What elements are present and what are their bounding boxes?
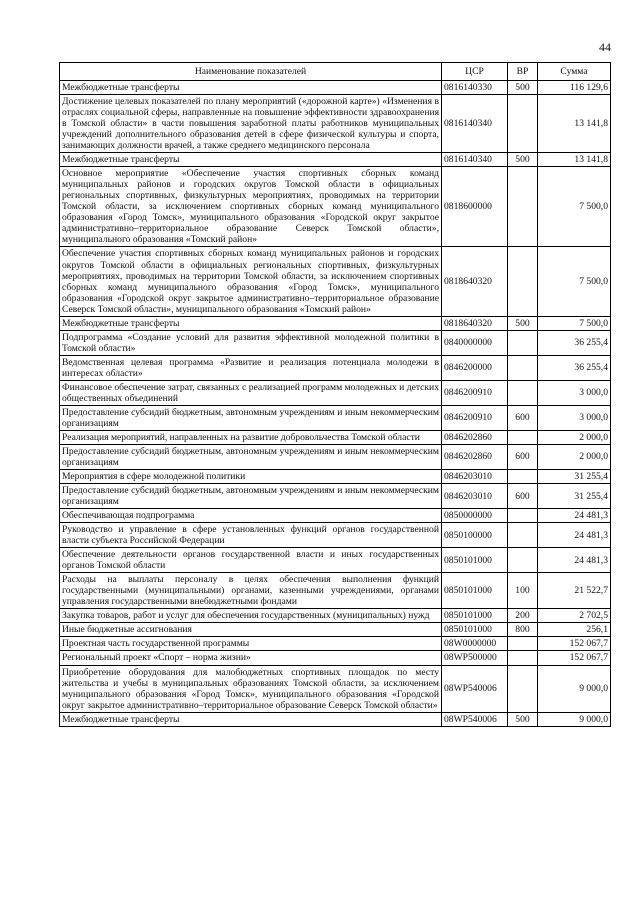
header-name: Наименование показателей [60,63,442,81]
cell-csr: 0850101000 [442,609,508,623]
cell-csr: 0850101000 [442,548,508,573]
cell-name: Иные бюджетные ассигнования [60,623,442,637]
table-row [60,523,611,548]
table-row [60,316,611,330]
cell-csr: 0846203010 [442,470,508,484]
cell-csr: 0846200000 [442,355,508,380]
cell-sum: 24 481,3 [538,523,611,548]
cell-sum: 7 500,0 [538,247,611,316]
cell-sum: 116 129,6 [538,81,611,95]
budget-table [59,62,611,727]
cell-name: Межбюджетные трансферты [60,712,442,726]
cell-csr: 0846203010 [442,484,508,509]
cell-name: Приобретение оборудования для малобюджетных спортивных площадок по месту жительства и учебы в муниципальных образованиях Томской области, за исключением муниципального образования «Город Томск», муниципального образования «Городской округ закрытое административно–территориальное образование Северск Томской области» [60,665,442,712]
cell-name: Обеспечивающая подпрограмма [60,509,442,523]
cell-vr: 600 [508,444,538,469]
cell-vr [508,95,538,153]
table-row [60,651,611,665]
cell-name: Региональный проект «Спорт – норма жизни» [60,651,442,665]
cell-csr: 0818640320 [442,316,508,330]
cell-vr: 500 [508,712,538,726]
cell-sum: 2 000,0 [538,430,611,444]
cell-name: Обеспечение участия спортивных сборных команд муниципальных районов и городских округов Томской области в официальных региональных спортивных, физкультурных мероприятиях, проводимых на территории Томской области, за исключением спортивных сборных команд муниципального образования «Город Томск», муниципального образования «Городской округ закрытое административно–территориальное образование Северск Томской области», муниципального образования «Томский район» [60,247,442,316]
table-row [60,153,611,167]
cell-sum: 7 500,0 [538,316,611,330]
cell-sum: 7 500,0 [538,167,611,247]
table-row [60,167,611,247]
header-sum: Сумма [538,63,611,81]
cell-sum: 9 000,0 [538,665,611,712]
table-row [60,509,611,523]
cell-sum: 152 067,7 [538,637,611,651]
cell-vr: 500 [508,316,538,330]
cell-csr: 0850000000 [442,509,508,523]
cell-vr [508,247,538,316]
table-row [60,665,611,712]
table-row [60,355,611,380]
cell-csr: 0850101000 [442,573,508,609]
cell-sum: 31 255,4 [538,470,611,484]
cell-name: Руководство и управление в сфере установленных функций органов государственной власти субъекта Российской Федерации [60,523,442,548]
cell-sum: 2 000,0 [538,444,611,469]
page-number: 44 [599,40,611,54]
cell-name: Мероприятия в сфере молодежной политики [60,470,442,484]
cell-sum: 3 000,0 [538,405,611,430]
cell-name: Ведомственная целевая программа «Развитие и реализация потенциала молодежи в интересах области» [60,355,442,380]
table-row [60,430,611,444]
table-row [60,81,611,95]
cell-sum: 36 255,4 [538,355,611,380]
cell-csr: 0846202860 [442,430,508,444]
cell-csr: 0846200910 [442,405,508,430]
table-row [60,623,611,637]
cell-name: Проектная часть государственной программы [60,637,442,651]
table-row [60,573,611,609]
cell-vr: 500 [508,81,538,95]
cell-csr: 0816140340 [442,153,508,167]
cell-name: Реализация мероприятий, направленных на развитие добровольчества Томской области [60,430,442,444]
cell-sum: 24 481,3 [538,509,611,523]
cell-name: Расходы на выплаты персоналу в целях обеспечения выполнения функций государственными (муниципальными) органами, казенными учреждениями, органами управления государственными внебюджетными фондами [60,573,442,609]
cell-sum: 256,1 [538,623,611,637]
cell-sum: 2 702,5 [538,609,611,623]
cell-sum: 152 067,7 [538,651,611,665]
cell-name: Основное мероприятие «Обеспечение участия спортивных сборных команд муниципальных районов и городских округов Томской области в официальных региональных спортивных, физкультурных мероприятиях, проводимых на территории Томской области, за исключением спортивных сборных команд муниципального образования «Город Томск», муниципального образования «Городской округ закрытое административно–территориальное образование Северск Томской области», муниципального образования «Томский район» [60,167,442,247]
table-row [60,637,611,651]
cell-csr: 0816140330 [442,81,508,95]
cell-csr: 08WP540006 [442,712,508,726]
cell-sum: 36 255,4 [538,330,611,355]
cell-name: Предоставление субсидий бюджетным, автономным учреждениям и иным некоммерческим организациям [60,484,442,509]
cell-vr: 600 [508,405,538,430]
cell-name: Достижение целевых показателей по плану мероприятий («дорожной карте») «Изменения в отраслях социальной сферы, направленные на повышение эффективности здравоохранения в Томской области» в части повышения заработной платы работников муниципальных учреждений дополнительного образования детей в сфере физической культуры и спорта, занимающих должности врачей, а также среднего медицинского персонала [60,95,442,153]
table-row [60,609,611,623]
cell-name: Подпрограмма «Создание условий для развития эффективной молодежной политики в Томской области» [60,330,442,355]
table-header-row [60,63,611,81]
cell-csr: 0850100000 [442,523,508,548]
cell-csr: 0846202860 [442,444,508,469]
cell-vr: 600 [508,484,538,509]
cell-vr [508,509,538,523]
cell-vr: 500 [508,153,538,167]
cell-vr: 200 [508,609,538,623]
cell-name: Предоставление субсидий бюджетным, автономным учреждениям и иным некоммерческим организациям [60,405,442,430]
cell-csr: 08WP500000 [442,651,508,665]
cell-csr: 0818640320 [442,247,508,316]
cell-sum: 13 141,8 [538,95,611,153]
cell-csr: 0818600000 [442,167,508,247]
cell-vr [508,355,538,380]
cell-csr: 0846200910 [442,380,508,405]
cell-vr [508,430,538,444]
cell-sum: 3 000,0 [538,380,611,405]
table-row [60,712,611,726]
cell-csr: 08WP540006 [442,665,508,712]
header-csr: ЦСР [442,63,508,81]
cell-vr [508,637,538,651]
table-row [60,444,611,469]
cell-sum: 21 522,7 [538,573,611,609]
header-vr: ВР [508,63,538,81]
cell-vr [508,523,538,548]
cell-name: Финансовое обеспечение затрат, связанных с реализацией программ молодежных и детских общественных объединений [60,380,442,405]
cell-sum: 24 481,3 [538,548,611,573]
table-row [60,548,611,573]
cell-name: Межбюджетные трансферты [60,316,442,330]
cell-vr [508,651,538,665]
cell-csr: 0840000000 [442,330,508,355]
cell-vr: 100 [508,573,538,609]
table-row [60,95,611,153]
cell-name: Предоставление субсидий бюджетным, автономным учреждениям и иным некоммерческим организациям [60,444,442,469]
cell-vr [508,665,538,712]
cell-vr [508,548,538,573]
cell-vr: 800 [508,623,538,637]
cell-vr [508,470,538,484]
table-row [60,405,611,430]
cell-csr: 0850101000 [442,623,508,637]
cell-name: Обеспечение деятельности органов государственной власти и иных государственных органов Томской области [60,548,442,573]
cell-vr [508,380,538,405]
cell-name: Закупка товаров, работ и услуг для обеспечения государственных (муниципальных) нужд [60,609,442,623]
cell-vr [508,167,538,247]
table-row [60,470,611,484]
cell-sum: 13 141,8 [538,153,611,167]
cell-csr: 0816140340 [442,95,508,153]
cell-sum: 31 255,4 [538,484,611,509]
table-row [60,330,611,355]
cell-vr [508,330,538,355]
cell-name: Межбюджетные трансферты [60,153,442,167]
cell-csr: 08W0000000 [442,637,508,651]
cell-sum: 9 000,0 [538,712,611,726]
table-row [60,484,611,509]
cell-name: Межбюджетные трансферты [60,81,442,95]
table-row [60,247,611,316]
table-row [60,380,611,405]
